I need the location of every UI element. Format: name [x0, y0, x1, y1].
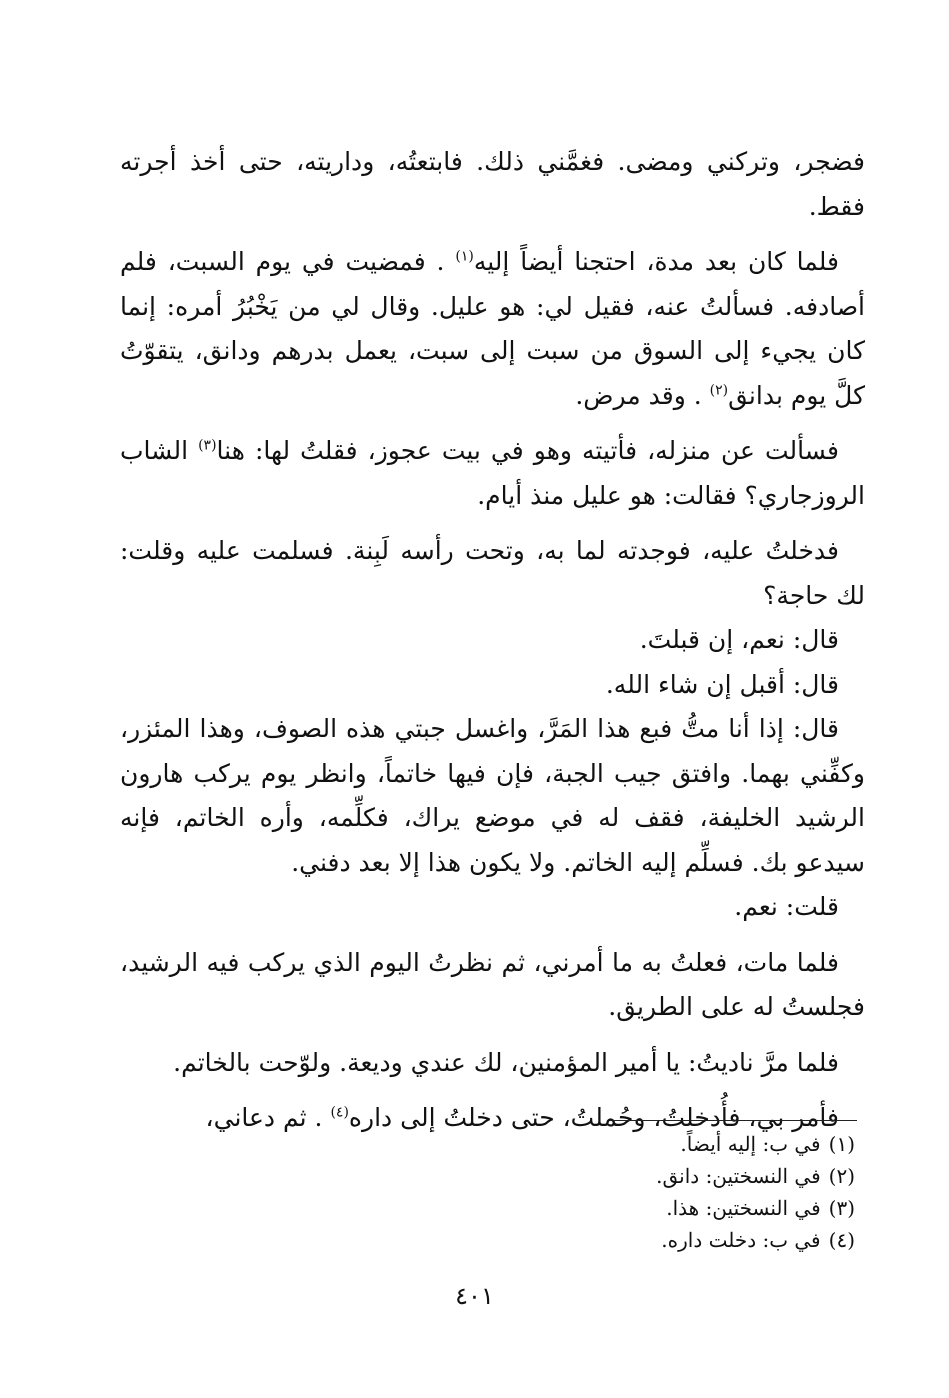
- footnote-text: في النسختين: هذا.: [666, 1196, 821, 1220]
- text-segment: فلما مرَّ ناديتُ: يا أمير المؤمنين، لك عندي وديعة. ولوّحت بالخاتم.: [173, 1047, 839, 1077]
- page-number: ٤٠١: [455, 1282, 494, 1310]
- footnote-number: (٣): [828, 1196, 855, 1220]
- paragraph: [120, 1041, 865, 1086]
- paragraph: [120, 529, 865, 618]
- text-segment: فأمر بي، فأُدخلتُ، وحُملتُ، حتى دخلتُ إلى داره: [348, 1103, 839, 1132]
- footnote-number: (١): [828, 1132, 855, 1156]
- text-segment: فضجر، وتركني ومضى. فغمَّني ذلك. فابتعتُه، وداريته، حتى أخذ أجرته فقط.: [120, 147, 865, 221]
- paragraph: [120, 618, 865, 663]
- text-segment: فدخلتُ عليه، فوجدته لما به، وتحت رأسه لَبِنة. فسلمت عليه وقلت: لك حاجة؟: [120, 536, 865, 610]
- paragraph: [120, 941, 865, 1030]
- footnote-divider: [612, 1120, 857, 1121]
- footnotes: [400, 1128, 855, 1256]
- text-segment: . فمضيت في يوم السبت، فلم أصادفه. فسألتُ عنه، فقيل لي: هو عليل. وقال لي من يَخْبُرُ أمره: إنما كان يجيء إلى السوق من سبت إلى سبت، يعمل بدرهم ودانق، يتقوّتُ كلَّ يوم بدانق: [120, 247, 865, 410]
- footnote-text: في النسختين: دانق.: [656, 1164, 821, 1188]
- footnote-ref[interactable]: (١): [455, 248, 474, 265]
- text-segment: قال: إذا أنا متُّ فبع هذا المَرَّ، واغسل جبتي هذه الصوف، وهذا المئزر، وكفِّني بهما. وافتق جيب الجبة، فإن فيها خاتماً، وانظر يوم يركب هارون الرشيد الخليفة، فقف له في موضع يراك، فكلِّمه، وأره الخاتم، فإنه سيدعو بك. فسلِّم إليه الخاتم. ولا يكون هذا إلا بعد دفني.: [120, 714, 865, 877]
- footnote: [400, 1192, 855, 1224]
- footnote: [400, 1128, 855, 1160]
- text-segment: فلما كان بعد مدة، احتجنا أيضاً إليه: [473, 247, 839, 276]
- text-segment: فلما مات، فعلتُ به ما أمرني، ثم نظرتُ اليوم الذي يركب فيه الرشيد، فجلستُ له على الطريق.: [120, 947, 865, 1021]
- text-segment: . ثم دعاني،: [205, 1103, 331, 1132]
- footnote-ref[interactable]: (٢): [709, 382, 729, 399]
- text-segment: قلت: نعم.: [734, 892, 839, 921]
- text-segment: . وقد مرض.: [575, 380, 710, 410]
- paragraph: [120, 663, 865, 708]
- footnote-number: (٢): [828, 1164, 855, 1188]
- footnote: [400, 1224, 855, 1256]
- paragraph: [120, 885, 865, 930]
- footnote-number: (٤): [828, 1228, 855, 1252]
- main-text: [120, 140, 865, 1152]
- text-segment: قال: نعم، إن قبلتَ.: [639, 625, 839, 654]
- paragraph: [120, 707, 865, 885]
- text-segment: قال: أقبل إن شاء الله.: [605, 669, 839, 699]
- paragraph: [120, 140, 865, 229]
- footnote-text: في ب: دخلت داره.: [661, 1228, 821, 1252]
- paragraph: [120, 240, 865, 418]
- footnote-ref[interactable]: (٤): [330, 1104, 349, 1121]
- text-segment: فسألت عن منزله، فأتيته وهو في بيت عجوز، فقلتُ لها: هنا: [216, 436, 839, 465]
- text-segment: الشاب الروزجاري؟ فقالت: هو عليل منذ أيام.: [120, 436, 865, 510]
- footnote: [400, 1160, 855, 1192]
- paragraph: [120, 429, 865, 518]
- footnote-text: في ب: إليه أيضاً.: [680, 1132, 821, 1156]
- footnote-ref[interactable]: (٣): [198, 437, 217, 454]
